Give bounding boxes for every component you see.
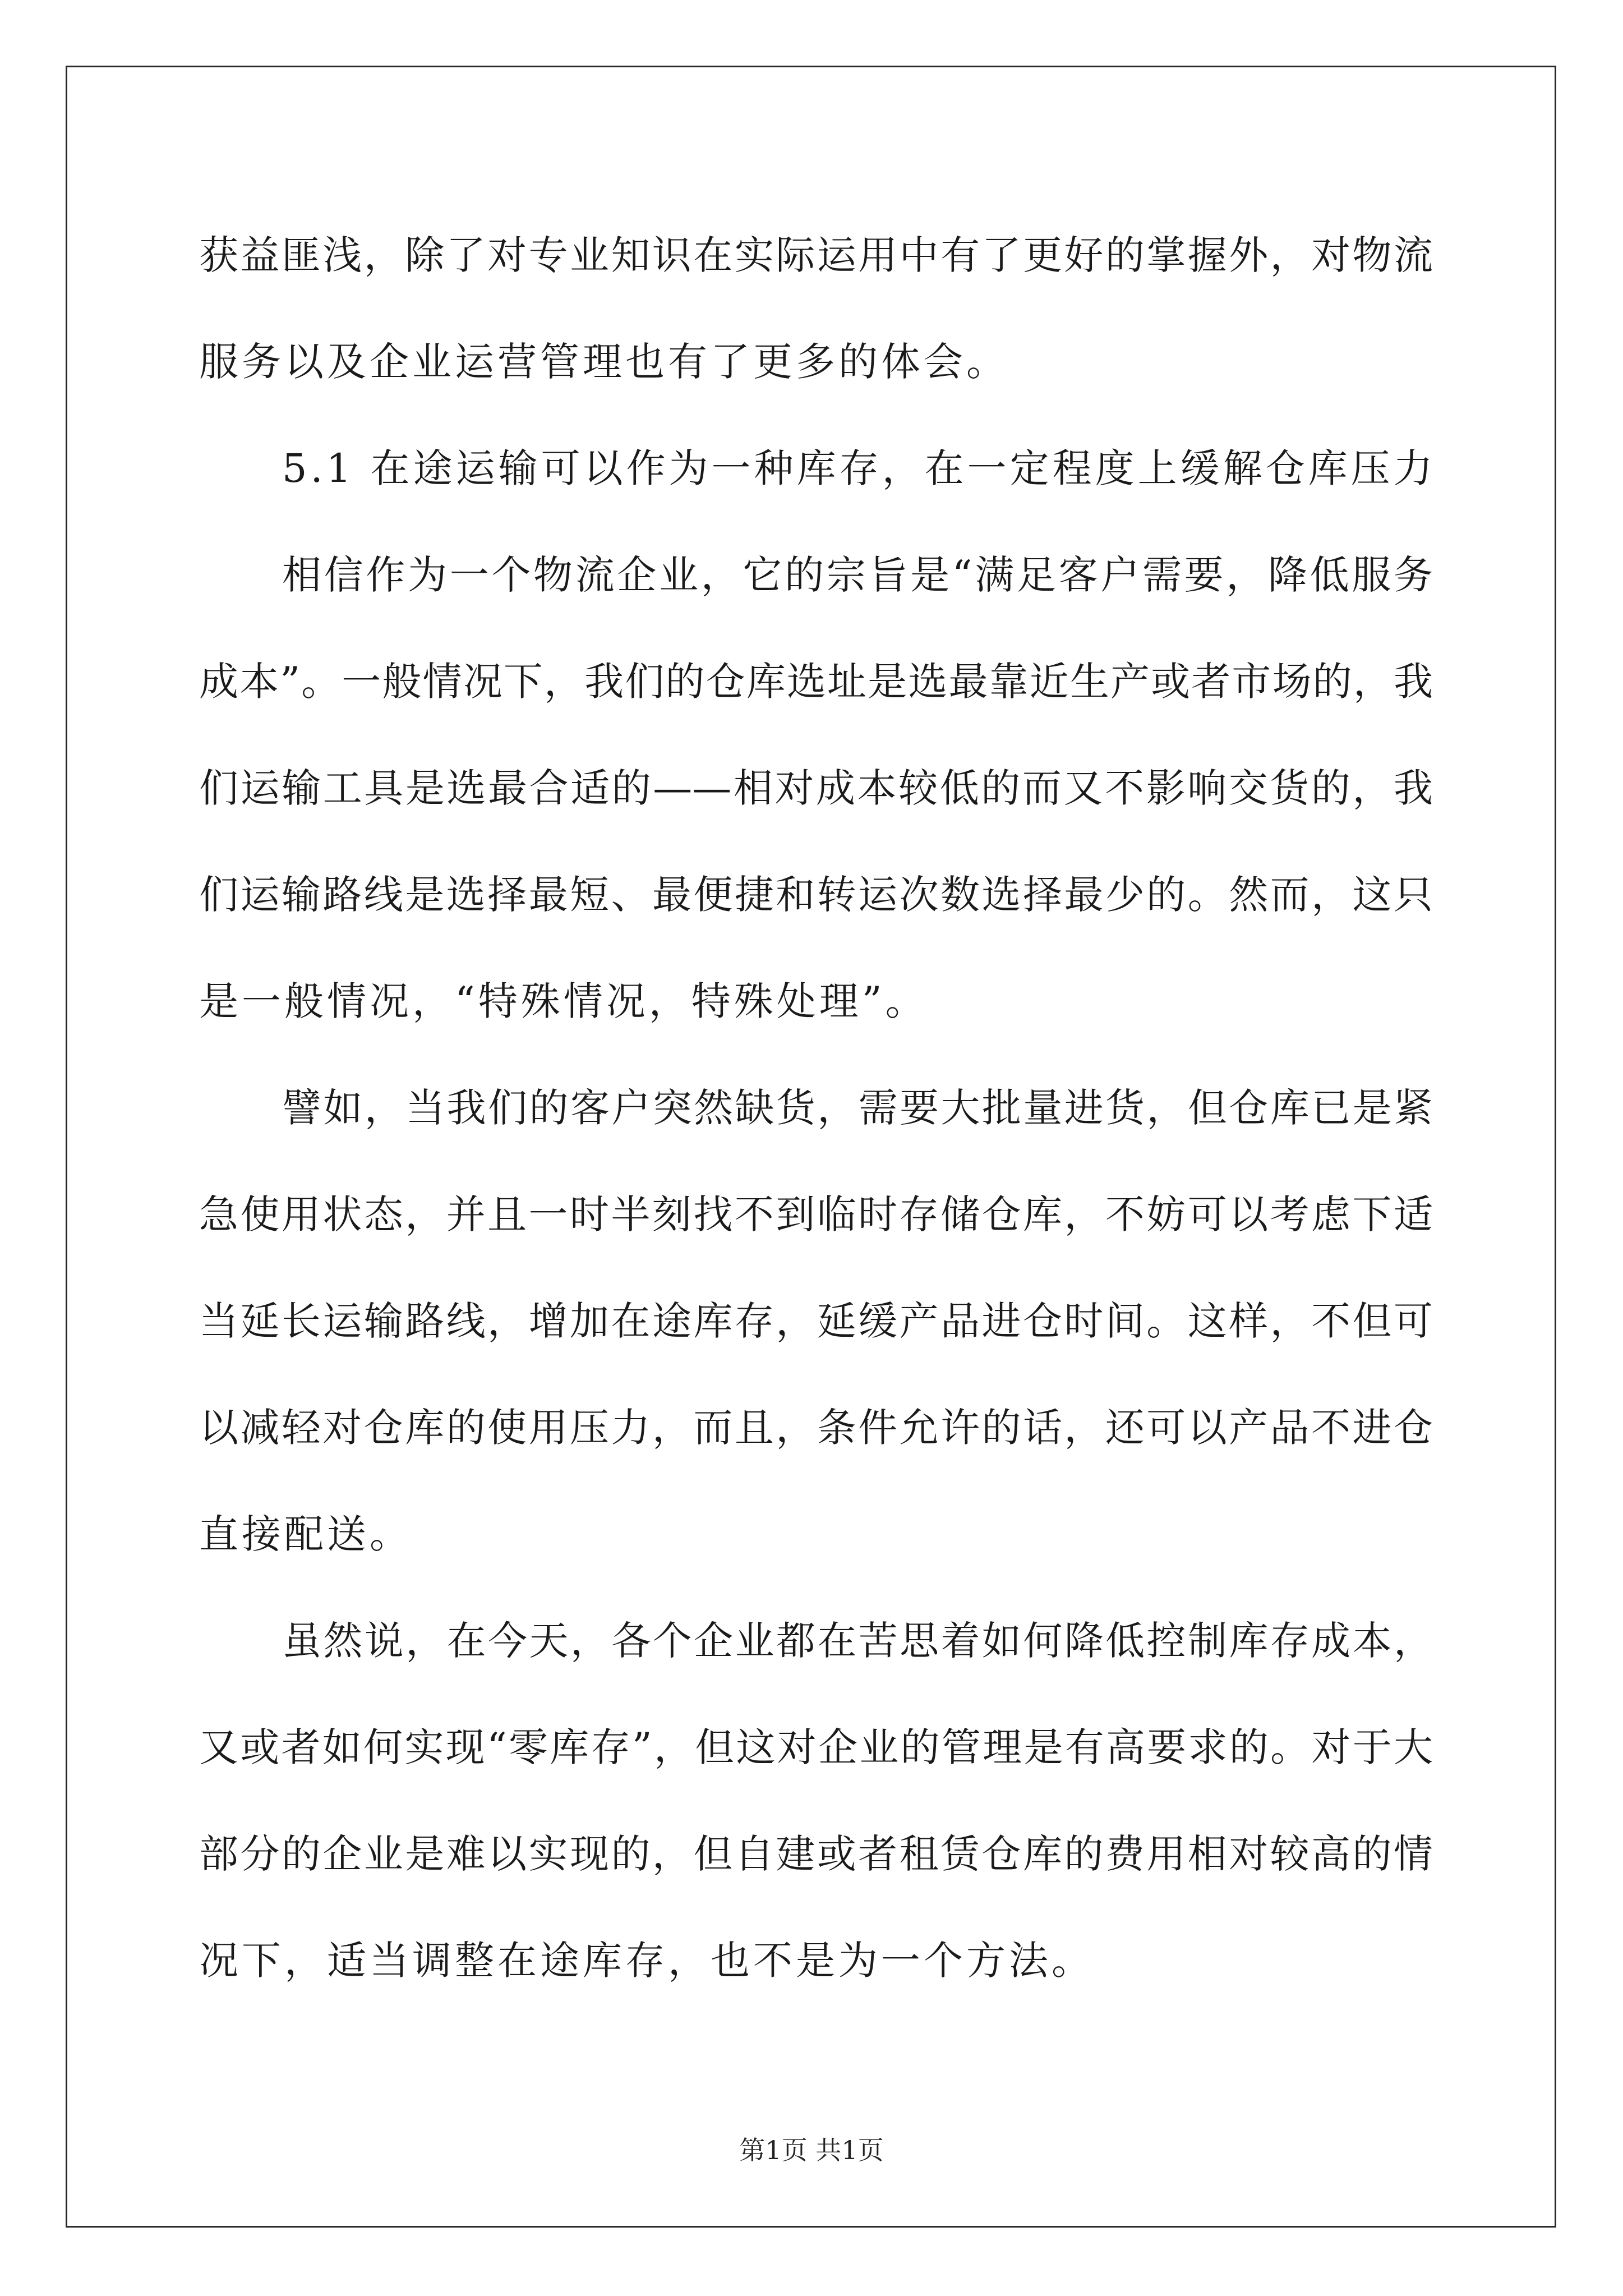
page-number-footer: 第1页 共1页 xyxy=(739,2135,884,2165)
text-line: 当延长运输路线，增加在途库存，延缓产品进仓时间。这样，不但可 xyxy=(199,1298,1433,1344)
text-line: 相信作为一个物流企业，它的宗旨是“满足客户需要，降低服务 xyxy=(282,552,1433,598)
text-line: 们运输路线是选择最短、最便捷和转运次数选择最少的。然而，这只 xyxy=(199,872,1433,918)
text-line: 获益匪浅，除了对专业知识在实际运用中有了更好的掌握外，对物流 xyxy=(199,232,1433,278)
text-line: 又或者如何实现“零库存”，但这对企业的管理是有高要求的。对于大 xyxy=(199,1724,1433,1770)
text-line: 虽然说，在今天，各个企业都在苦思着如何降低控制库存成本， xyxy=(282,1618,1433,1664)
document-body xyxy=(199,202,1436,2014)
text-line: 服务以及企业运营管理也有了更多的体会。 xyxy=(199,339,1009,385)
text-line: 成本”。一般情况下，我们的仓库选址是选最靠近生产或者市场的，我 xyxy=(199,659,1433,705)
text-line: 们运输工具是选最合适的——相对成本较低的而又不影响交货的，我 xyxy=(199,765,1433,811)
text-line: 况下，适当调整在途库存，也不是为一个方法。 xyxy=(199,1938,1094,1984)
section-heading: 5.1 在途运输可以作为一种库存，在一定程度上缓解仓库压力 xyxy=(282,445,1436,491)
text-line: 直接配送。 xyxy=(199,1511,412,1557)
text-line: 部分的企业是难以实现的，但自建或者租赁仓库的费用相对较高的情 xyxy=(199,1831,1433,1877)
text-line: 急使用状态，并且一时半刻找不到临时存储仓库，不妨可以考虑下适 xyxy=(199,1191,1433,1237)
text-line: 是一般情况，“特殊情况，特殊处理”。 xyxy=(199,978,928,1024)
text-line: 以减轻对仓库的使用压力，而且，条件允许的话，还可以产品不进仓 xyxy=(199,1405,1433,1451)
text-line: 譬如，当我们的客户突然缺货，需要大批量进货，但仓库已是紧 xyxy=(282,1085,1433,1131)
